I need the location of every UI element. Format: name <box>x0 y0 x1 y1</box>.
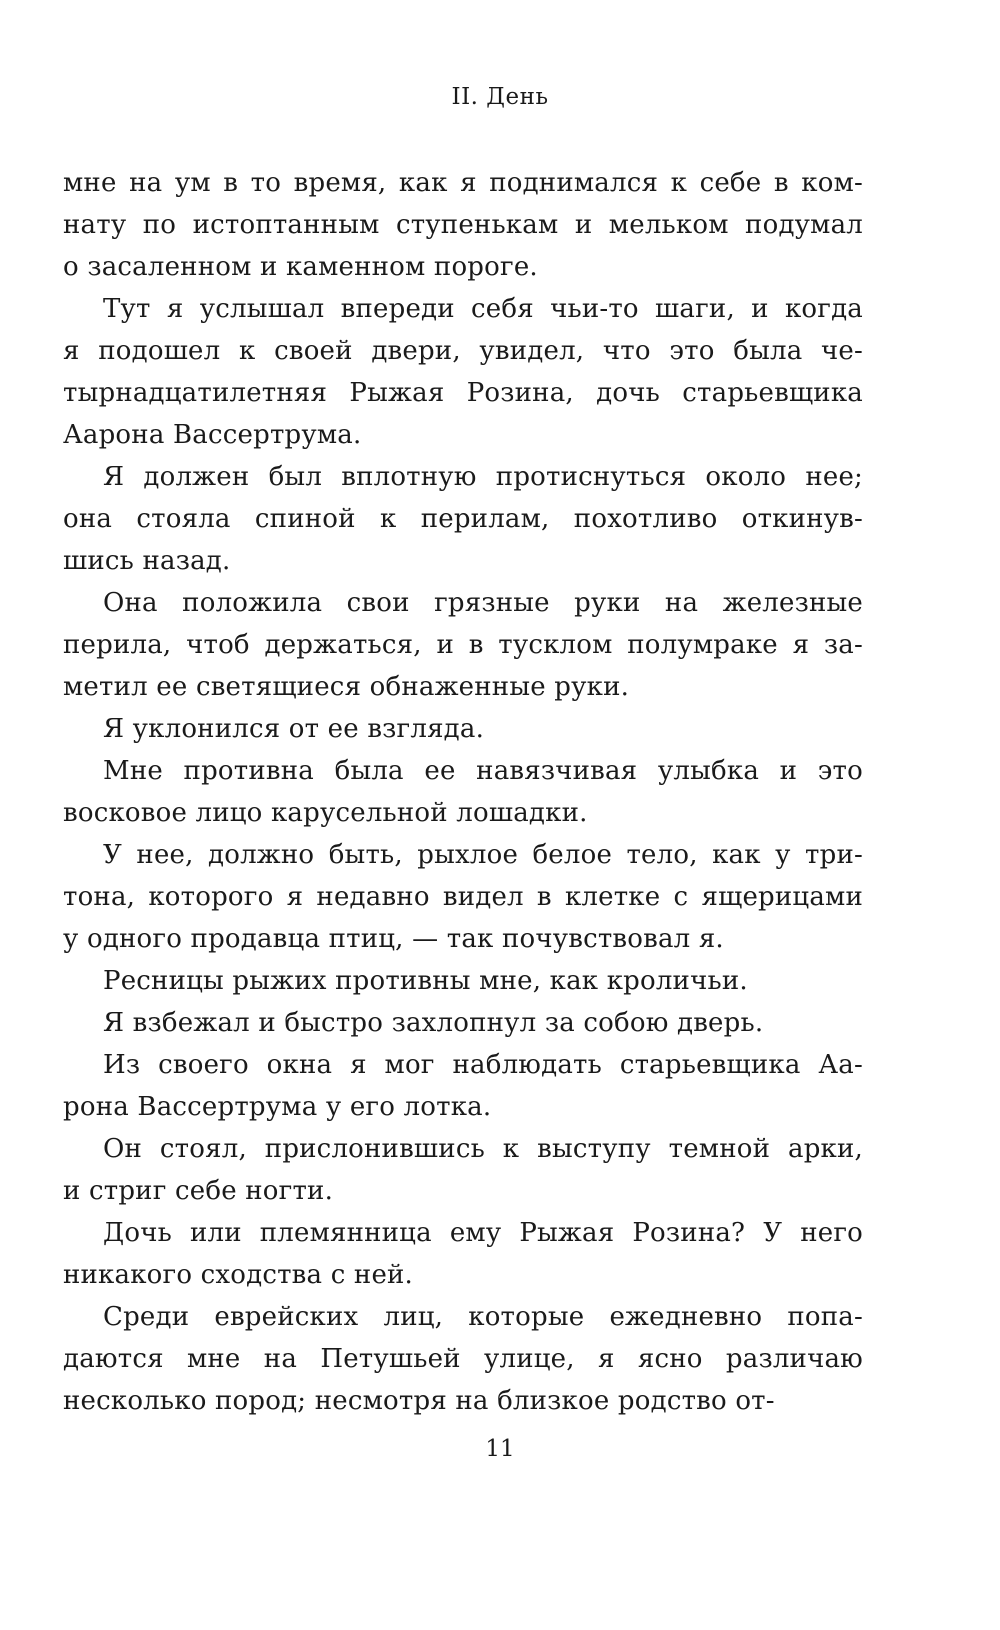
text-line: У нее, должно быть, рыхлое белое тело, как у три- <box>103 840 863 870</box>
text-line: шись назад. <box>63 546 231 576</box>
paragraph <box>63 750 863 834</box>
text-line: Аарона Вассертрума. <box>63 420 362 450</box>
text-line: тырнадцатилетняя Рыжая Розина, дочь старьевщика <box>63 378 863 408</box>
text-line: рона Вассертрума у его лотка. <box>63 1092 492 1122</box>
paragraph <box>63 288 863 456</box>
text-line: я подошел к своей двери, увидел, что это была че- <box>63 336 863 366</box>
text-line: метил ее светящиеся обнаженные руки. <box>63 672 630 702</box>
text-line: Я уклонился от ее взгляда. <box>103 714 485 744</box>
text-line: Из своего окна я мог наблюдать старьевщика Аа- <box>103 1050 863 1080</box>
text-line: Я взбежал и быстро захлопнул за собою дверь. <box>103 1008 764 1038</box>
paragraph <box>63 1002 863 1044</box>
text-line: Дочь или племянница ему Рыжая Розина? У него <box>103 1218 863 1248</box>
text-line: о засаленном и каменном пороге. <box>63 252 538 282</box>
text-line: восковое лицо карусельной лошадки. <box>63 798 588 828</box>
body-text <box>63 162 863 1422</box>
paragraph <box>63 960 863 1002</box>
text-line: Среди еврейских лиц, которые ежедневно попа- <box>103 1302 863 1332</box>
text-line: никакого сходства с ней. <box>63 1260 414 1290</box>
text-line: Ресницы рыжих противны мне, как кроличьи. <box>103 966 748 996</box>
text-line: Она положила свои грязные руки на железные <box>103 588 863 618</box>
text-line: у одного продавца птиц, — так почувствовал я. <box>63 924 724 954</box>
running-header: II. День <box>451 84 549 110</box>
paragraph <box>63 1212 863 1296</box>
page-number: 11 <box>485 1436 515 1462</box>
text-line: несколько пород; несмотря на близкое родство от- <box>63 1386 775 1416</box>
text-line: Тут я услышал впереди себя чьи-то шаги, и когда <box>103 294 863 324</box>
text-line: она стояла спиной к перилам, похотливо откинув- <box>63 504 863 534</box>
paragraph <box>63 162 863 288</box>
text-line: мне на ум в то время, как я поднимался к себе в ком- <box>63 168 863 198</box>
paragraph <box>63 582 863 708</box>
paragraph <box>63 708 863 750</box>
text-line: даются мне на Петушьей улице, я ясно различаю <box>63 1344 863 1374</box>
paragraph <box>63 456 863 582</box>
text-line: перила, чтоб держаться, и в тусклом полумраке я за- <box>63 630 863 660</box>
paragraph <box>63 1044 863 1128</box>
paragraph <box>63 834 863 960</box>
paragraph <box>63 1128 863 1212</box>
text-line: Я должен был вплотную протиснуться около нее; <box>103 462 863 492</box>
text-line: Он стоял, прислонившись к выступу темной арки, <box>103 1134 863 1164</box>
text-line: Мне противна была ее навязчивая улыбка и это <box>103 756 863 786</box>
paragraph <box>63 1296 863 1422</box>
text-line: тона, которого я недавно видел в клетке с ящерицами <box>63 882 863 912</box>
text-line: нату по истоптанным ступенькам и мельком подумал <box>63 210 863 240</box>
text-line: и стриг себе ногти. <box>63 1176 334 1206</box>
